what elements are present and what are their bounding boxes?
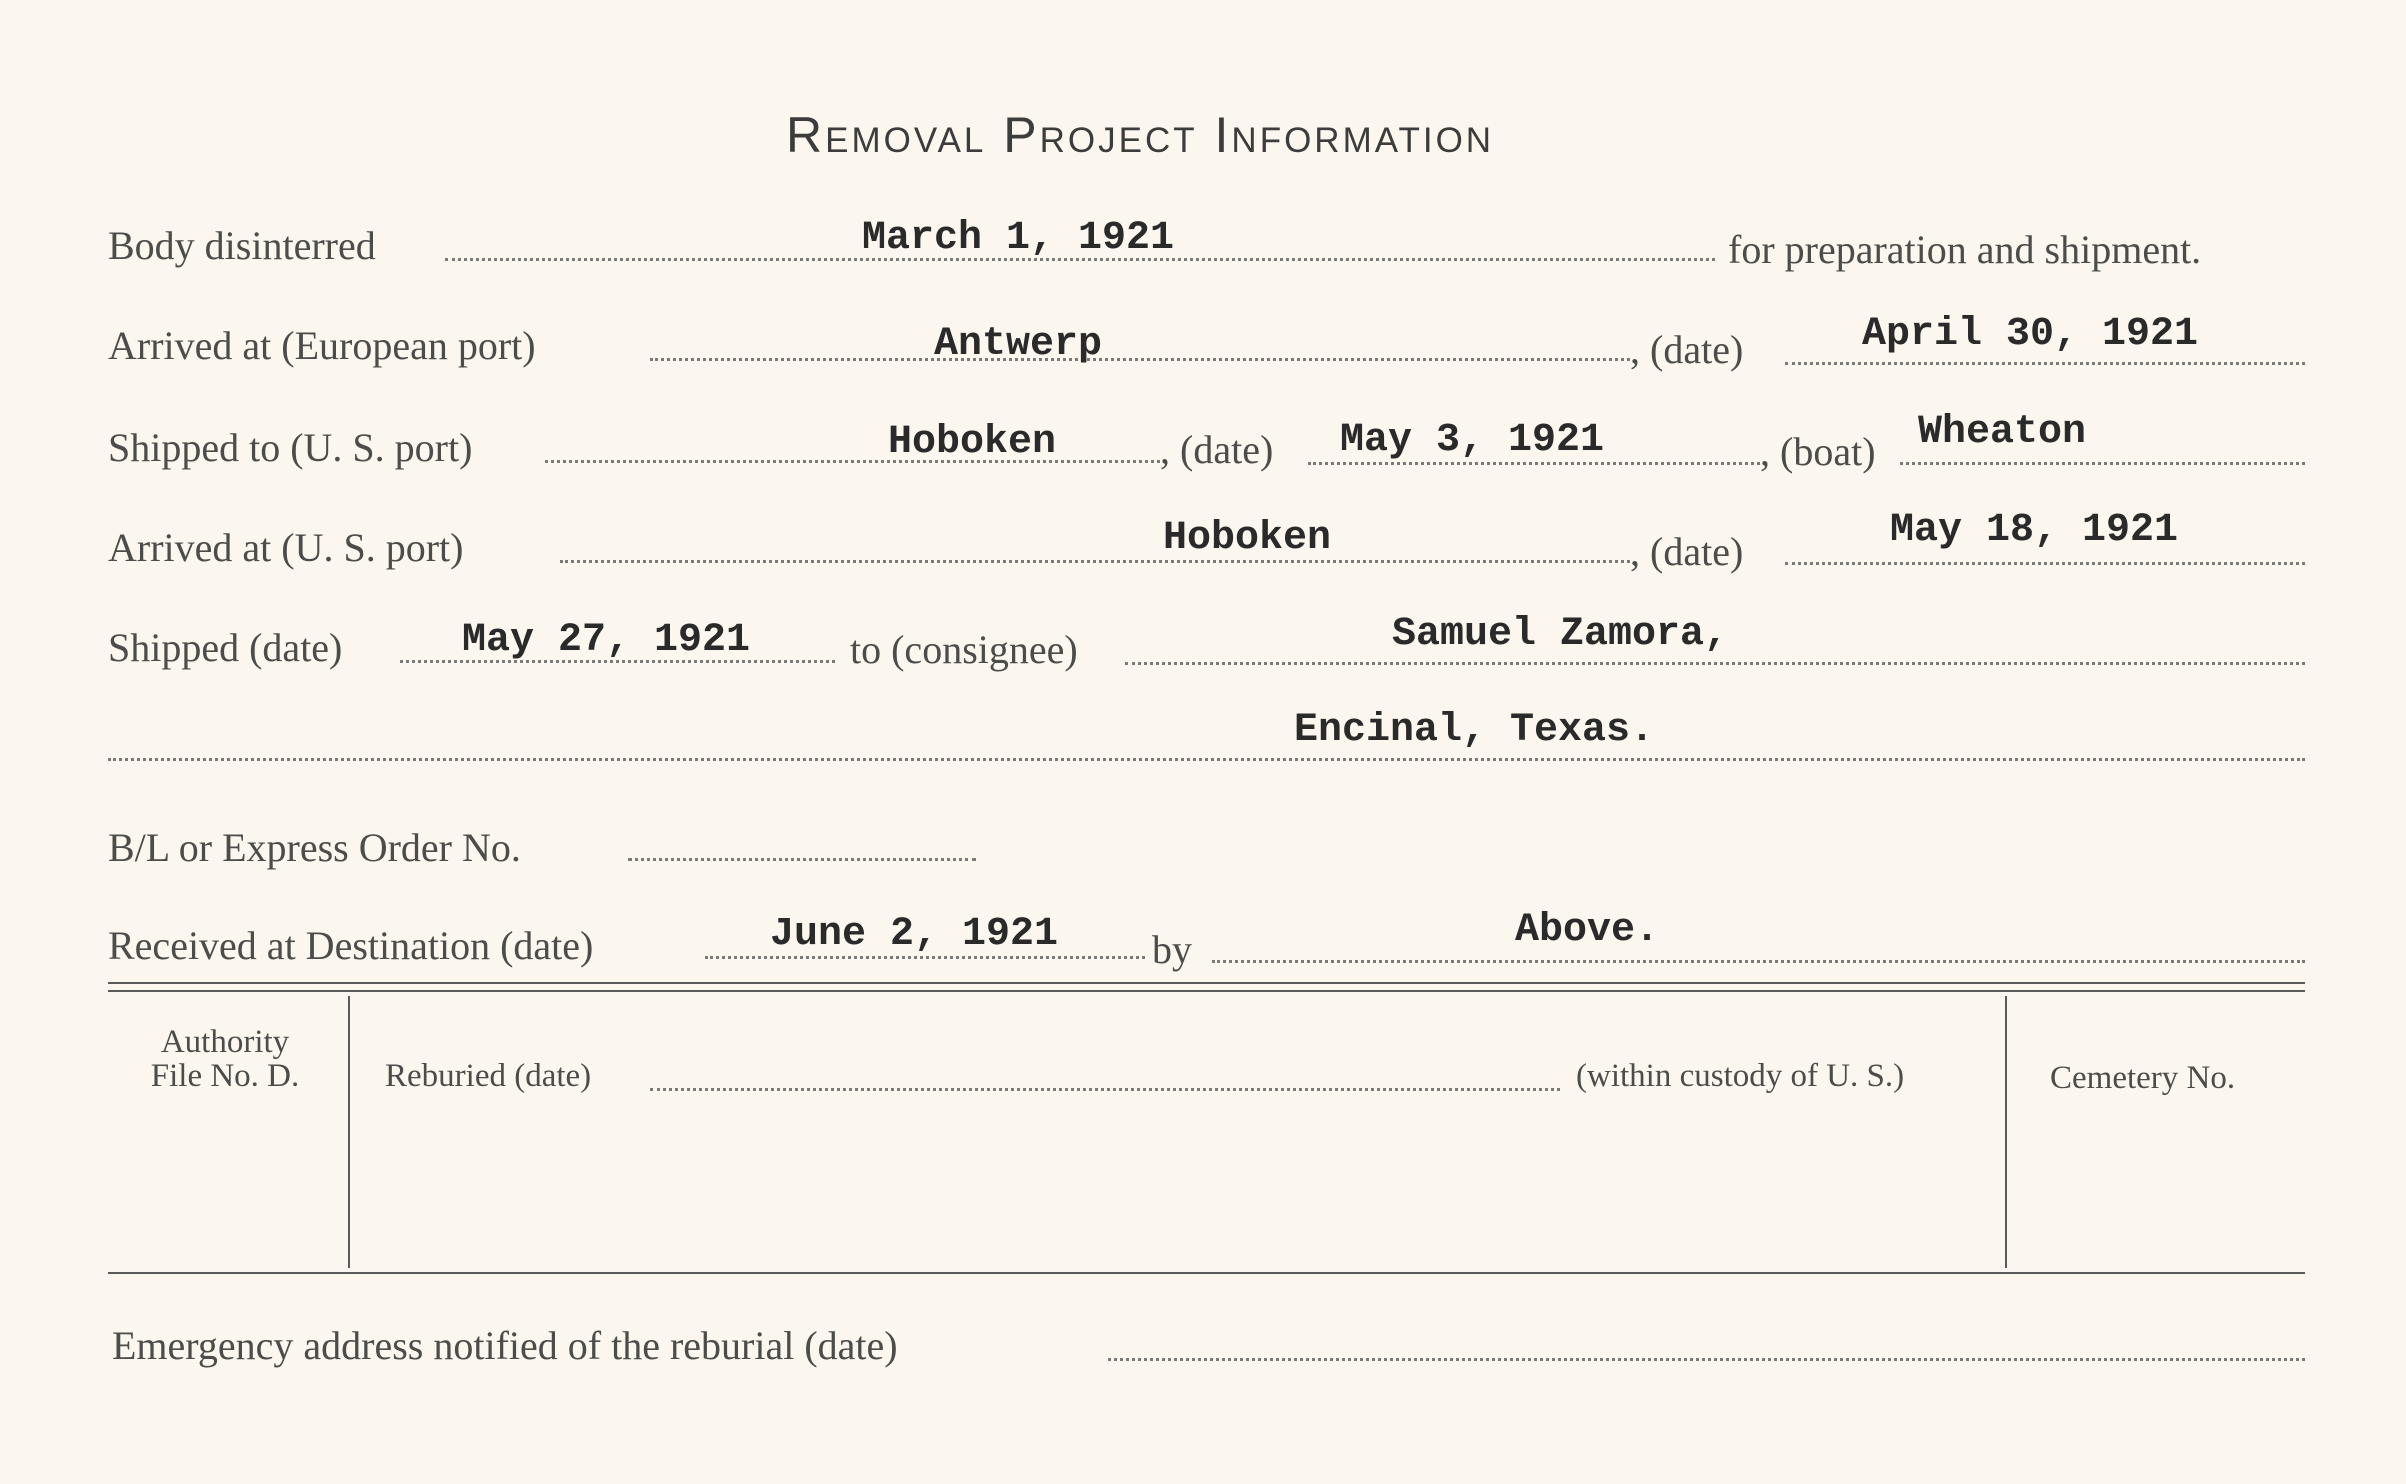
shipped-date-label: , (date) bbox=[1160, 427, 1274, 472]
table-top-rule-2 bbox=[108, 990, 2305, 992]
european-port-label: Arrived at (European port) bbox=[108, 323, 536, 368]
european-date-label: , (date) bbox=[1630, 327, 1744, 372]
boat-line bbox=[1900, 462, 2305, 465]
body-disinterred-label: Body disinterred bbox=[108, 223, 376, 268]
shipped-us-port-value: Hoboken bbox=[888, 420, 1057, 465]
shipped-us-port-label: Shipped to (U. S. port) bbox=[108, 425, 473, 470]
body-disinterred-value: March 1, 1921 bbox=[862, 216, 1175, 261]
arrived-us-port-label: Arrived at (U. S. port) bbox=[108, 525, 464, 570]
arrived-us-port-line bbox=[560, 560, 1630, 563]
authority-label-line1: Authority bbox=[160, 1024, 290, 1060]
european-date-line bbox=[1785, 362, 2305, 365]
emergency-address-label: Emergency address notified of the reburial (date) bbox=[112, 1323, 898, 1368]
consignee-address-value: Encinal, Texas. bbox=[1294, 708, 1655, 753]
received-by-label: by bbox=[1152, 927, 1192, 972]
arrived-date-line bbox=[1785, 562, 2305, 565]
european-port-value: Antwerp bbox=[934, 322, 1103, 367]
european-port-line bbox=[650, 358, 1630, 361]
bl-express-order-label: B/L or Express Order No. bbox=[108, 825, 521, 870]
authority-label-line2: File No. D. bbox=[150, 1058, 300, 1094]
emergency-address-line bbox=[1108, 1358, 2305, 1361]
consignee-line bbox=[1125, 662, 2305, 665]
boat-value: Wheaton bbox=[1918, 410, 2087, 455]
received-destination-value: June 2, 1921 bbox=[770, 912, 1059, 957]
table-divider-left bbox=[348, 996, 350, 1268]
table-divider-right bbox=[2005, 996, 2007, 1268]
table-top-rule bbox=[108, 982, 2305, 984]
shipped-date-row-value: May 27, 1921 bbox=[462, 618, 751, 663]
consignee-value: Samuel Zamora, bbox=[1392, 612, 1729, 657]
consignee-label: to (consignee) bbox=[850, 627, 1078, 672]
reburied-date-line bbox=[650, 1088, 1560, 1091]
shipped-us-port-line bbox=[545, 460, 1160, 463]
arrived-date-label: , (date) bbox=[1630, 529, 1744, 574]
received-destination-label: Received at Destination (date) bbox=[108, 923, 594, 968]
arrived-date-value: May 18, 1921 bbox=[1890, 508, 2179, 553]
boat-label: , (boat) bbox=[1760, 429, 1876, 474]
shipped-date-value: May 3, 1921 bbox=[1340, 418, 1605, 463]
custody-label: (within custody of U. S.) bbox=[1576, 1058, 1905, 1094]
form-title: Removal Project Information bbox=[786, 107, 1495, 163]
table-bottom-rule bbox=[108, 1272, 2305, 1274]
reburied-date-label: Reburied (date) bbox=[385, 1058, 592, 1094]
preparation-shipment-label: for preparation and shipment. bbox=[1728, 227, 2202, 272]
bl-express-order-line bbox=[628, 858, 976, 861]
received-by-line bbox=[1212, 960, 2305, 963]
european-date-value: April 30, 1921 bbox=[1862, 312, 2199, 357]
cemetery-no-label: Cemetery No. bbox=[2050, 1060, 2236, 1096]
received-by-value: Above. bbox=[1515, 908, 1660, 953]
shipped-date-row-label: Shipped (date) bbox=[108, 625, 343, 670]
consignee-address-line bbox=[108, 758, 2305, 761]
arrived-us-port-value: Hoboken bbox=[1163, 516, 1332, 561]
